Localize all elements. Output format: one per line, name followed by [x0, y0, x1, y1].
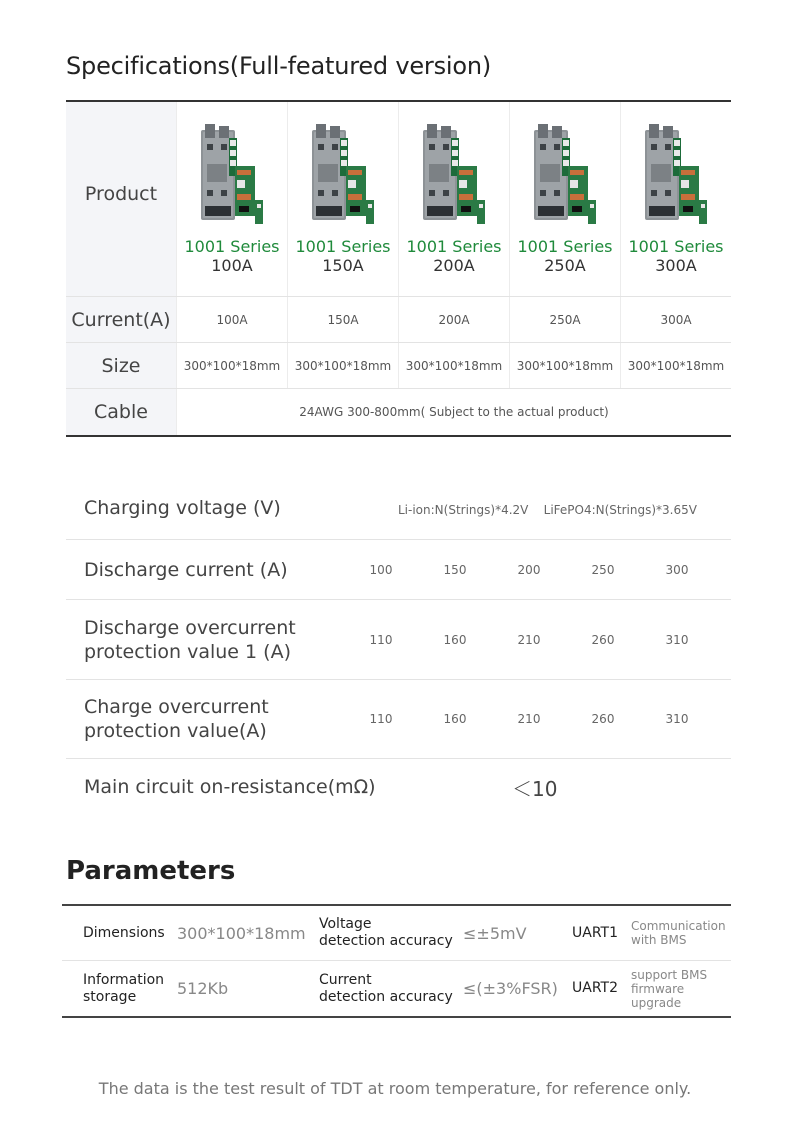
discharge-overcurrent-label-line1: Discharge overcurrent: [84, 616, 296, 639]
current-cell: 300A: [620, 297, 731, 342]
current-cell: 100A: [176, 297, 287, 342]
param-key-uart1: UART1: [572, 924, 618, 941]
spec-row-current: [66, 297, 731, 343]
row-charge-overcurrent: [66, 680, 731, 759]
discharge-overcurrent-value: 160: [443, 632, 467, 647]
row-discharge-current: [66, 540, 731, 600]
discharge-overcurrent-value: 260: [591, 632, 615, 647]
spec-label-current: Current(A): [66, 297, 176, 342]
charging-voltage-value: Li-ion:N(Strings)*4.2V LiFePO4:N(Strings)*3.65V: [398, 502, 697, 517]
param-key-line: detection accuracy: [319, 988, 453, 1005]
param-value-line: support BMS: [631, 967, 708, 982]
current-cell: 250A: [509, 297, 620, 342]
params-row: [62, 961, 731, 1016]
param-key-line: Voltage: [319, 916, 372, 932]
param-key-current-accuracy: [319, 961, 453, 1016]
current-cell: 200A: [398, 297, 509, 342]
product-cell: [287, 102, 398, 296]
product-amp: 250A: [544, 255, 586, 275]
params-table: [62, 904, 731, 1018]
product-amp: 200A: [433, 255, 475, 275]
spec-label-product: Product: [66, 102, 176, 296]
discharge-current-value: 150: [443, 562, 467, 577]
charge-overcurrent-value: 260: [591, 712, 615, 726]
param-value-line: with BMS: [631, 933, 687, 947]
spec-label-cable: Cable: [66, 389, 176, 435]
on-resistance-value: ＜10: [512, 776, 558, 801]
discharge-current-value: 200: [517, 562, 541, 577]
param-key-uart2: UART2: [572, 980, 618, 996]
charge-overcurrent-value: 110: [369, 712, 393, 726]
param-value-line: firmware upgrade: [631, 981, 685, 1010]
param-value-voltage-accuracy: ≤±5mV: [463, 923, 527, 943]
param-key-line: Information: [83, 971, 165, 988]
product-series: 1001 Series: [295, 236, 391, 256]
param-value-uart1: [631, 906, 726, 960]
bms-board-image: [199, 124, 265, 224]
discharge-current-value: 300: [665, 562, 689, 577]
row-discharge-overcurrent: [66, 600, 731, 680]
charge-overcurrent-label-line2: protection value(A): [84, 720, 267, 742]
spec-title: Specifications(Full-featured version): [66, 52, 492, 80]
param-value-dimensions: 300*100*18mm: [177, 923, 306, 943]
charge-overcurrent-value: 210: [517, 712, 541, 726]
spec-table: [66, 100, 731, 437]
footnote: The data is the test result of TDT at room temperature, for reference only.: [98, 1079, 692, 1098]
param-key-line: Current: [319, 971, 372, 988]
product-cell: [620, 102, 731, 296]
param-key-line: detection accuracy: [319, 933, 453, 949]
cable-cell: 24AWG 300-800mm( Subject to the actual product): [176, 389, 731, 435]
product-amp: 150A: [322, 255, 364, 275]
discharge-overcurrent-value: 210: [517, 632, 541, 647]
size-cell: 300*100*18mm: [287, 343, 398, 388]
discharge-overcurrent-value: 110: [369, 632, 393, 647]
discharge-overcurrent-value: 310: [665, 632, 689, 647]
param-value-storage: 512Kb: [177, 979, 229, 998]
charging-voltage-label: Charging voltage (V): [84, 496, 281, 519]
spec-label-size: Size: [66, 343, 176, 388]
charge-overcurrent-value: 310: [665, 712, 689, 726]
product-series: 1001 Series: [184, 236, 280, 256]
current-cell: 150A: [287, 297, 398, 342]
size-cell: 300*100*18mm: [176, 343, 287, 388]
size-cell: 300*100*18mm: [620, 343, 731, 388]
params-row: [62, 906, 731, 961]
discharge-overcurrent-label-line2: protection value 1 (A): [84, 640, 291, 663]
discharge-current-label: Discharge current (A): [84, 558, 288, 581]
charge-overcurrent-label-line1: Charge overcurrent: [84, 696, 269, 718]
row-on-resistance: [66, 759, 731, 815]
spec-row-cable: [66, 389, 731, 435]
size-cell: 300*100*18mm: [398, 343, 509, 388]
electrical-table: [66, 476, 731, 815]
discharge-current-value: 100: [369, 562, 393, 577]
param-value-line: Communication: [631, 919, 726, 933]
param-value-uart2: [631, 961, 731, 1016]
charge-overcurrent-label: [66, 695, 336, 743]
param-key-dimensions: Dimensions: [83, 924, 165, 941]
param-value-current-accuracy: ≤(±3%FSR): [463, 979, 558, 998]
spec-row-product: [66, 102, 731, 297]
product-series: 1001 Series: [406, 236, 502, 256]
product-cell: [509, 102, 620, 296]
size-cell: 300*100*18mm: [509, 343, 620, 388]
product-series: 1001 Series: [517, 236, 613, 256]
bms-board-image: [643, 124, 709, 224]
product-series: 1001 Series: [628, 236, 724, 256]
product-cell: [176, 102, 287, 296]
bms-board-image: [421, 124, 487, 224]
product-amp: 300A: [655, 255, 697, 275]
charge-overcurrent-value: 160: [443, 712, 467, 726]
param-key-line: storage: [83, 988, 137, 1005]
on-resistance-label: Main circuit on-resistance(mΩ): [84, 776, 376, 798]
product-cell: [398, 102, 509, 296]
row-charging-voltage: [66, 476, 731, 540]
spec-row-size: [66, 343, 731, 389]
param-key-voltage-accuracy: [319, 906, 453, 960]
discharge-current-value: 250: [591, 562, 615, 577]
bms-board-image: [310, 124, 376, 224]
product-amp: 100A: [211, 255, 253, 275]
bms-board-image: [532, 124, 598, 224]
discharge-overcurrent-label: [66, 616, 336, 664]
param-key-storage: [83, 961, 164, 1016]
params-title: Parameters: [66, 856, 236, 886]
